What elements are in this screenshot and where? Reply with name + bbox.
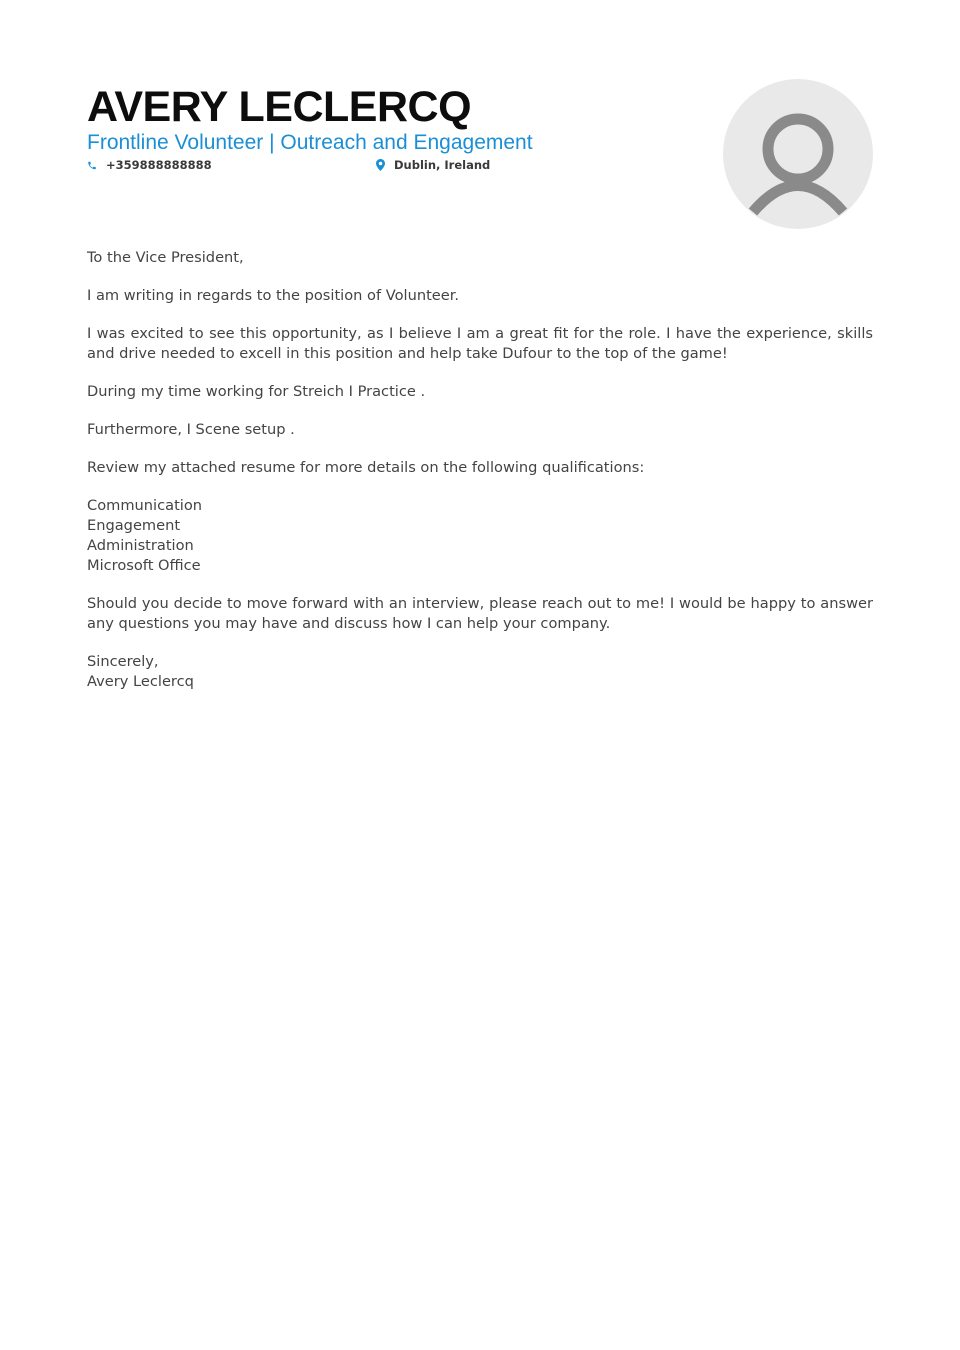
- contact-phone: [87, 158, 212, 172]
- paragraph-experience: During my time working for Streich I Practice .: [87, 383, 426, 400]
- signature: Avery Leclercq: [87, 673, 194, 690]
- phone-number: +359888888888: [106, 158, 212, 172]
- qualification-item: Administration: [87, 537, 194, 554]
- qualifications-list: [87, 496, 873, 576]
- letter-body: [87, 248, 873, 692]
- phone-icon: [87, 160, 106, 171]
- paragraph-fit: I was excited to see this opportunity, as I believe I am a great fit for the role. I have the experience, skills and drive needed to excell in this position and help take Dufour to the top of the game!: [87, 325, 873, 362]
- paragraph-furthermore: Furthermore, I Scene setup .: [87, 421, 295, 438]
- contact-info: [87, 158, 727, 174]
- qualification-item: Microsoft Office: [87, 557, 201, 574]
- contact-location: [376, 158, 490, 172]
- sign-off: Sincerely,: [87, 653, 159, 670]
- user-placeholder-icon: [723, 79, 873, 229]
- paragraph-intro: I am writing in regards to the position of Volunteer.: [87, 287, 460, 304]
- paragraph-qualifications-intro: Review my attached resume for more details on the following qualifications:: [87, 459, 645, 476]
- avatar: [723, 79, 873, 229]
- applicant-name: AVERY LECLERCQ: [87, 83, 472, 131]
- paragraph-closing: Should you decide to move forward with an interview, please reach out to me! I would be happy to answer any questions you may have and discuss how I can help your company.: [87, 595, 873, 632]
- map-pin-icon: [376, 159, 394, 171]
- location-text: Dublin, Ireland: [394, 158, 491, 172]
- salutation: To the Vice President,: [87, 249, 244, 266]
- job-headline: Frontline Volunteer | Outreach and Engagement: [87, 131, 533, 154]
- qualification-item: Engagement: [87, 517, 181, 534]
- qualification-item: Communication: [87, 497, 203, 514]
